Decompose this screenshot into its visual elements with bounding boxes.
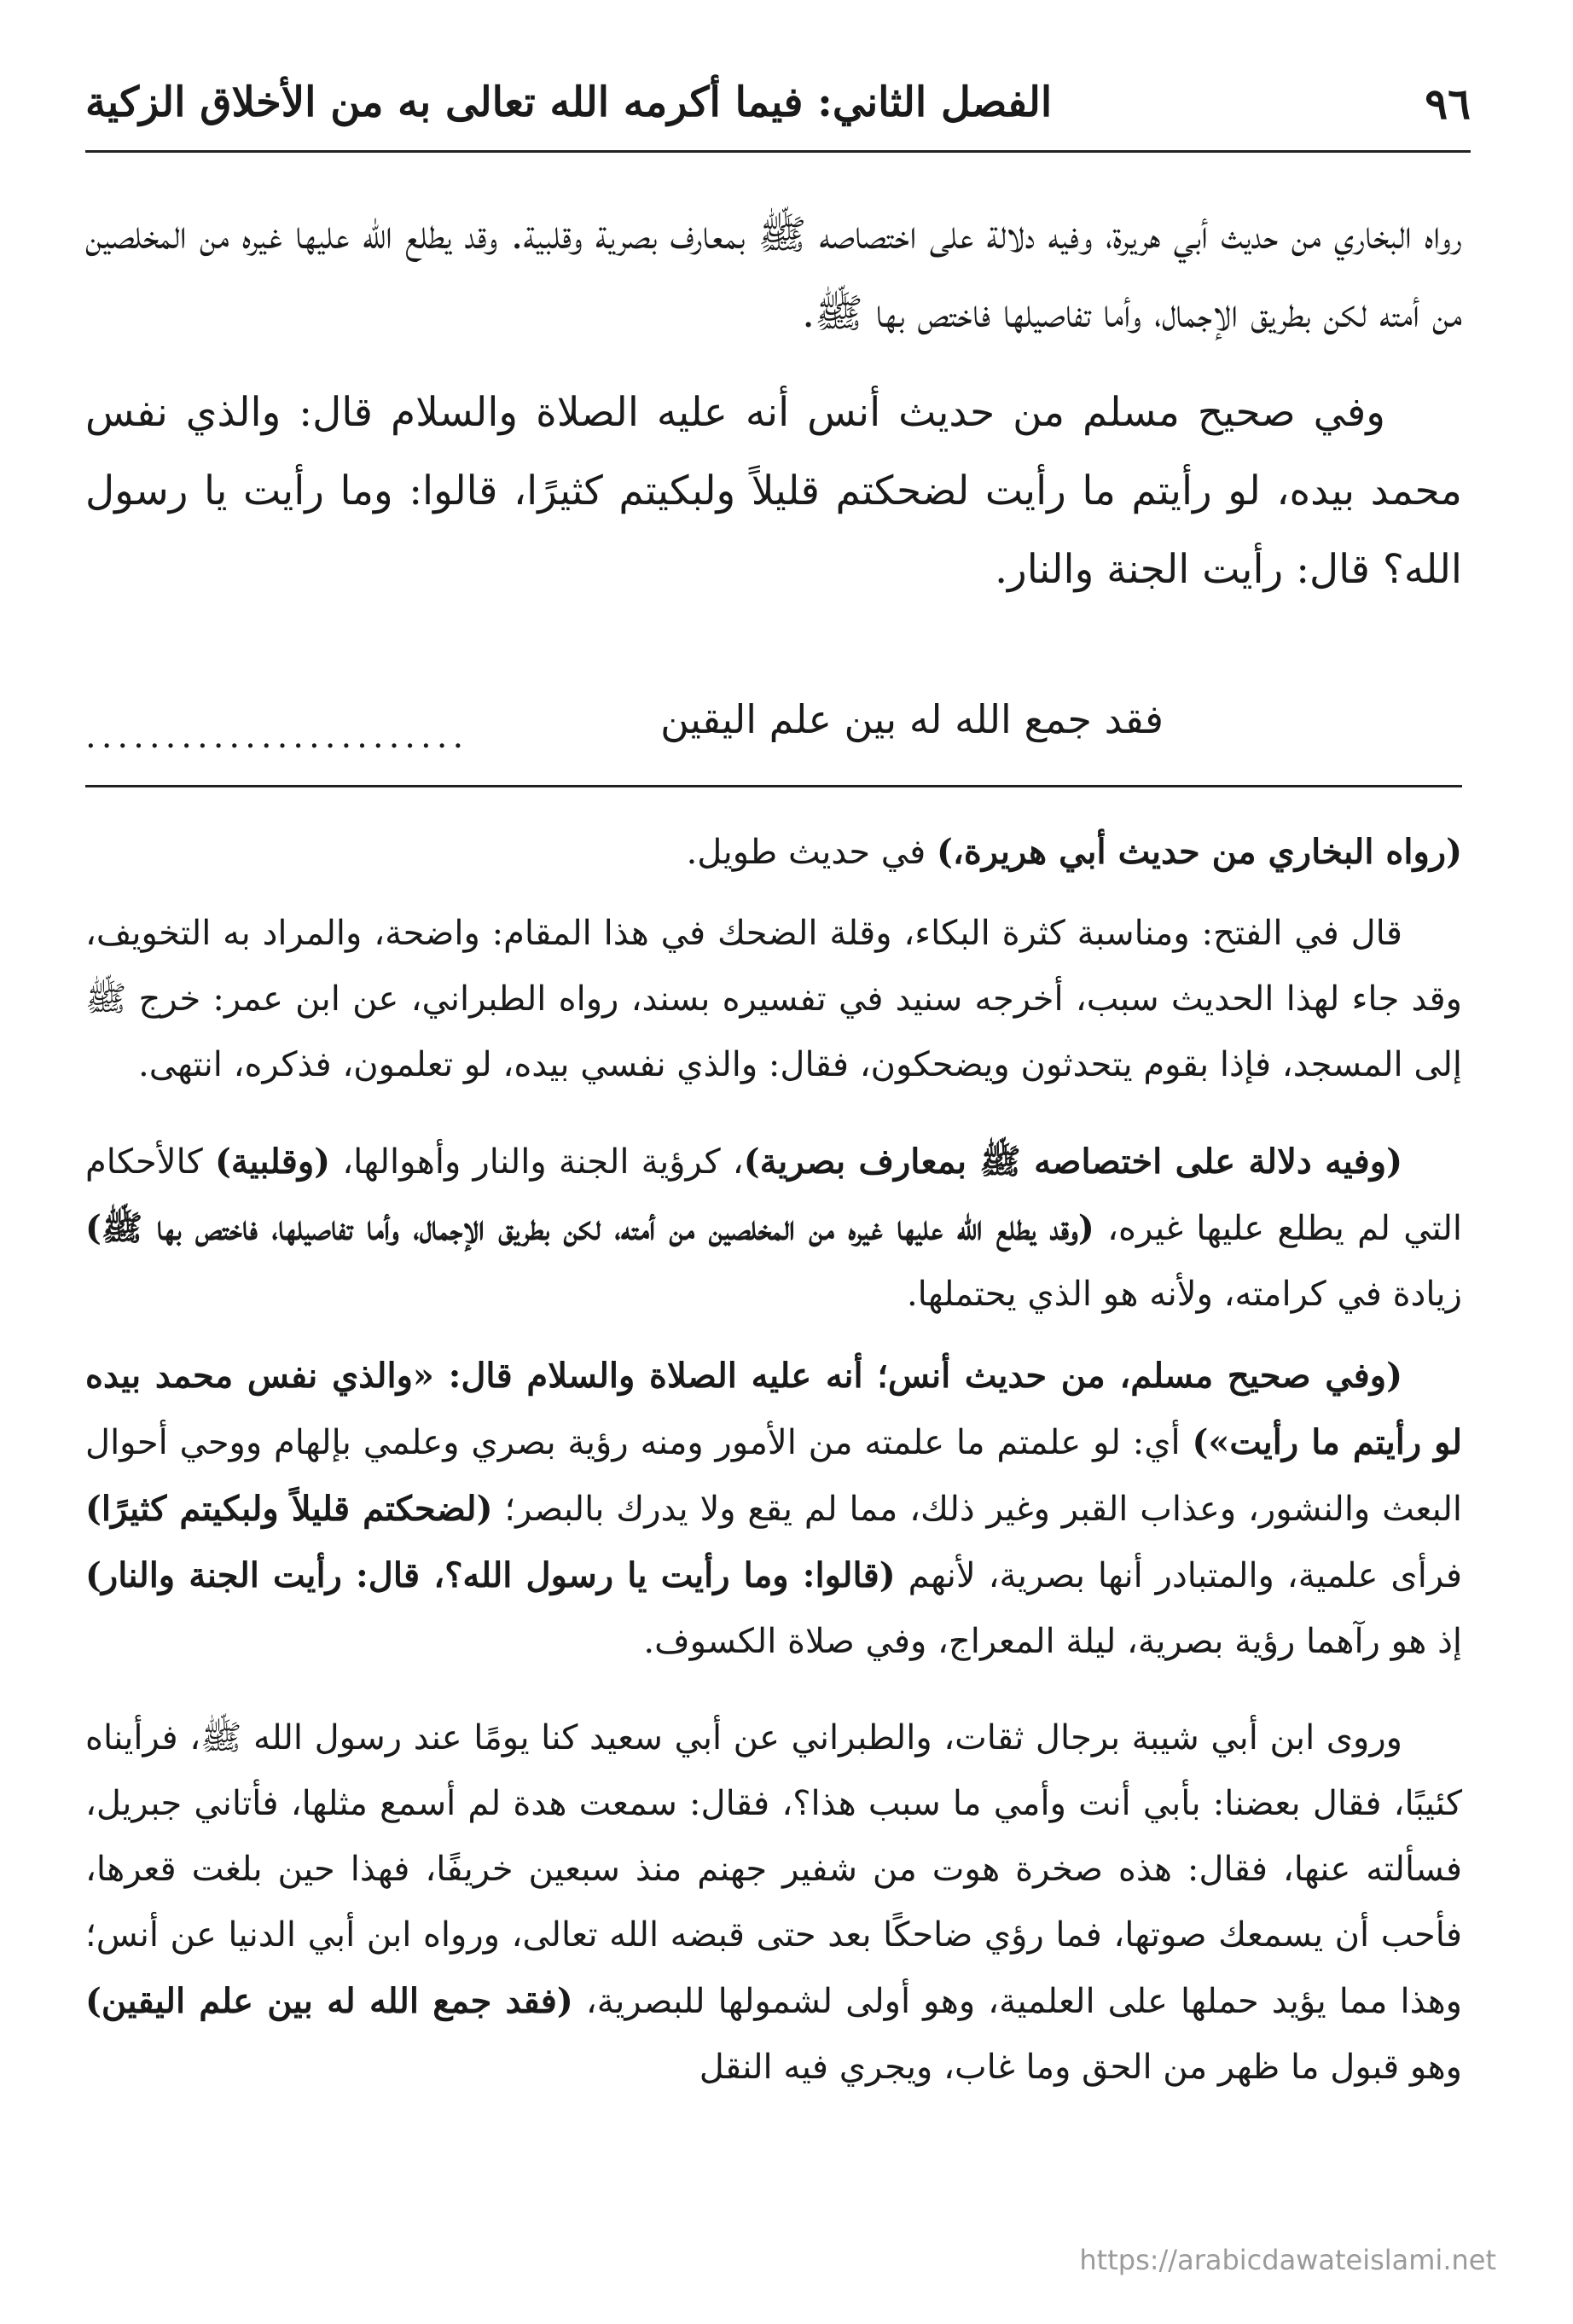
page-header (85, 73, 1471, 153)
commentary-paragraph (85, 1343, 1462, 1675)
matn-paragraph: وفي صحيح مسلم من حديث أنس أنه عليه الصلاة والسلام قال: والذي نفس محمد بيده، لو رأيتم ما رأيت لضحكتم قليلاً ولبكيتم كثيرًا، قالوا: وما رأيت يا رسول الله؟ قال: رأيت الجنة والنار. (85, 389, 1462, 593)
commentary-paragraph: قال في الفتح: ومناسبة كثرة البكاء، وقلة الضحك في هذا المقام: واضحة، والمراد به التخويف، وقد جاء لهذا الحديث سبب، أخرجه سنيد في تفسيره بسند، رواه الطبراني، عن ابن عمر: خرج ﷺ إلى المسجد، فإذا بقوم يتحدثون ويضحكون، فقال: والذي نفسي بيده، لو تعلمون، فذكره، انتهى. (85, 914, 1462, 1084)
commentary-paragraph (85, 1705, 1462, 2100)
matn-paragraph: رواه البخاري من حديث أبي هريرة، وفيه دلالة على اختصاصه ﷺ بمعارف بصرية وقلبية. وقد يطلع الله عليها غيره من المخلصين من أمته لكن بطريق الإجمال، وأما تفاصيلها فاختص بها ﷺ. (85, 212, 1462, 337)
continuation-dots: ........................ (85, 717, 469, 756)
commentary-text-span: ، كرؤية الجنة والنار وأهوالها، (330, 1142, 744, 1182)
commentary-text-span: زيادة في كرامته، ولأنه هو الذي يحتملها. (906, 1275, 1462, 1314)
quoted-text: (وفي صحيح مسلم، من حديث أنس؛ أنه عليه الصلاة والسلام قال: «والذي نفس محمد بيده لو رأيتم ما رأيت») (85, 1356, 1463, 1462)
chapter-title: الفصل الثاني: فيما أكرمه الله تعالى به من الأخلاق الزكية (85, 78, 1053, 126)
quoted-text: (رواه البخاري من حديث أبي هريرة،) (936, 832, 1462, 872)
commentary-text-span: وهو قبول ما ظهر من الحق وما غاب، ويجري فيه النقل (699, 2048, 1462, 2087)
quoted-text: (فقد جمع الله له بين علم اليقين) (85, 1981, 573, 2021)
quoted-text: (وفيه دلالة على اختصاصه ﷺ بمعارف بصرية) (743, 1142, 1403, 1182)
section-divider (85, 785, 1462, 787)
quoted-text: (وقلبية) (214, 1142, 331, 1182)
quoted-text: (قالوا: وما رأيت يا رسول الله؟، قال: رأيت الجنة والنار) (85, 1555, 896, 1595)
commentary-paragraph (85, 819, 1462, 886)
matn-continuation-line (85, 696, 1462, 756)
commentary-text-span: وروى ابن أبي شيبة برجال ثقات، والطبراني عن أبي سعيد كنا يومًا عند رسول الله ﷺ، فرأيناه كئيبًا، فقال بعضنا: بأبي أنت وأمي ما سبب هذا؟، فقال: سمعت هدة لم أسمع مثلها، فأتاني جبريل، فسألته عنها، فقال: هذه صخرة هوت من شفير جهنم منذ سبعين خريفًا، فهذا حين بلغت قعرها، فأحب أن يسمعك صوتها، فما رؤي ضاحكًا بعد حتى قبضه الله تعالى، ورواه ابن أبي الدنيا عن أنس؛ وهذا مما يؤيد حملها على العلمية، وهو أولى لشمولها للبصرية، (85, 1718, 1463, 2021)
quoted-text: (وقد يطلع الله عليها غيره من المخلصين من أمته، لكن بطريق الإجمال، وأما تفاصيلها، فاختص بها ﷺ) (85, 1208, 1094, 1248)
main-text (85, 196, 1462, 609)
matn-continuation-text: فقد جمع الله له بين علم اليقين (660, 696, 1164, 742)
commentary-paragraph (85, 1129, 1462, 1328)
commentary-text (85, 819, 1462, 2100)
commentary-text-span: كالأحكام التي لم يطلع عليها غيره، (85, 1142, 1462, 1248)
commentary-text-span: أي: لو علمتم ما علمته من الأمور ومنه رؤية بصري وعلمي بإلهام ووحي أحوال البعث والنشور، وعذاب القبر وغير ذلك، مما لم يقع ولا يدرك بالبصر؛ (85, 1423, 1463, 1529)
commentary-text-span: فرأى علمية، والمتبادر أنها بصرية، لأنهم (895, 1556, 1463, 1595)
page-number: ٩٦ (1425, 78, 1471, 129)
commentary-text-span: في حديث طويل. (686, 833, 937, 872)
commentary-text-span: إذ هو رآهما رؤية بصرية، ليلة المعراج، وفي صلاة الكسوف. (643, 1622, 1462, 1661)
quoted-text: (لضحكتم قليلاً ولبكيتم كثيرًا) (85, 1489, 493, 1529)
source-watermark: https://arabicdawateislami.net (1079, 2244, 1496, 2276)
